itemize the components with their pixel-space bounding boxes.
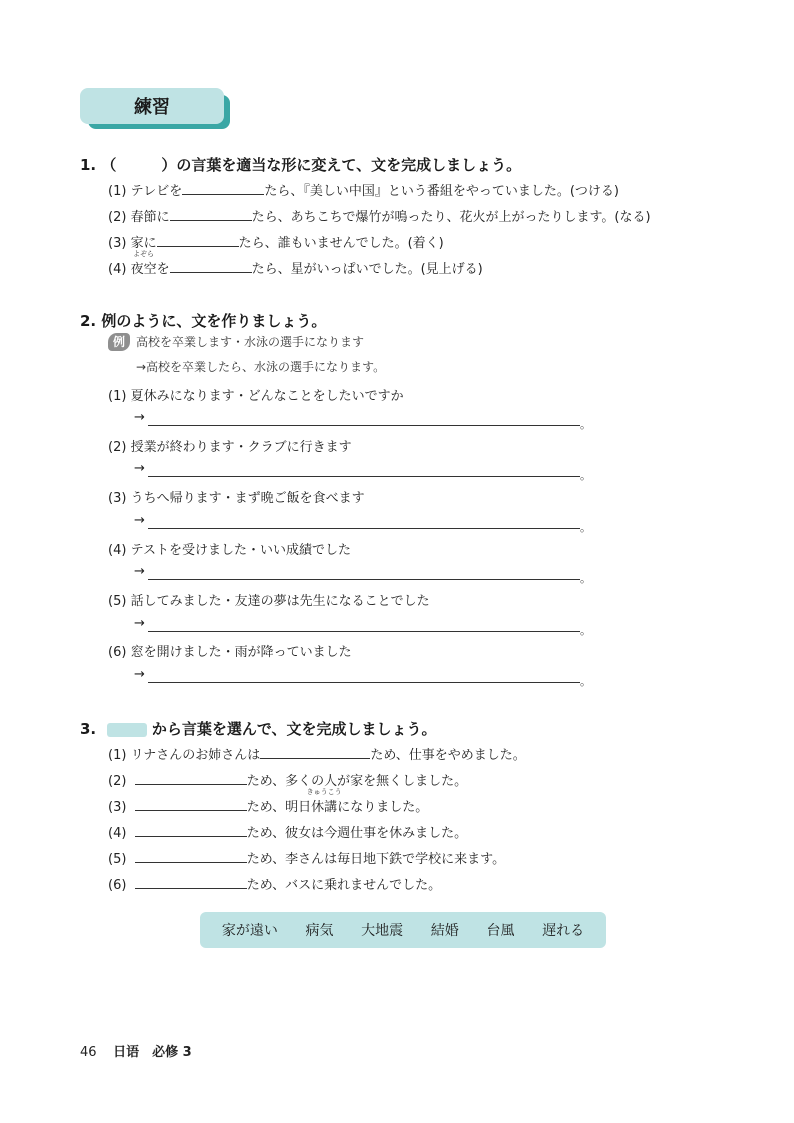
- ruby-kyuukou: [306, 788, 342, 815]
- ruby-text: きゅうこう: [306, 788, 342, 796]
- answer-line-2[interactable]: [148, 476, 580, 477]
- example-badge: 例: [108, 333, 130, 351]
- word-choice: 大地震: [361, 923, 404, 939]
- section1-item-1: [108, 180, 619, 199]
- word-choices-box: [200, 912, 606, 948]
- answer-line-4[interactable]: [148, 579, 580, 580]
- item-text-post: たら、『美しい中国』という番組をやっていました。(つける): [264, 184, 619, 199]
- item-number: (4): [108, 543, 127, 558]
- item-prompt: 授業が終わります・クラブに行きます: [130, 440, 352, 455]
- section1-paren: （ ）: [101, 156, 177, 174]
- item-prompt: うちへ帰ります・まず晩ご飯を食べます: [130, 491, 365, 506]
- section2-item-2: [108, 436, 352, 455]
- item-text-pre: 家に: [130, 236, 157, 251]
- section2-item-6: [108, 641, 352, 660]
- example-line-2: →高校を卒業したら、水泳の選手になります。: [136, 360, 386, 374]
- answer-blank[interactable]: [135, 823, 247, 837]
- arrow-6: →: [134, 667, 145, 682]
- word-choice: 病気: [305, 923, 334, 939]
- item-prompt: 話してみました・友達の夢は先生になることでした: [130, 594, 430, 609]
- section3-instruction: から言葉を選んで、文を完成しましょう。: [151, 720, 437, 738]
- item-text-pre: テレビを: [130, 184, 183, 199]
- ruby-base: 休講: [311, 800, 338, 815]
- word-box-reference: [107, 723, 147, 737]
- item-number: (2): [108, 440, 127, 455]
- item-text-pre: リナさんのお姉さんは: [130, 748, 261, 763]
- answer-blank[interactable]: [170, 259, 252, 273]
- page-number: 46: [80, 1045, 97, 1060]
- item-text-post: たら、星がいっぱいでした。(見上げる): [251, 262, 483, 277]
- answer-line-3[interactable]: [148, 528, 580, 529]
- item-number: (4): [108, 826, 127, 841]
- item-number: (1): [108, 748, 127, 763]
- answer-line-5[interactable]: [148, 631, 580, 632]
- arrow-2: →: [134, 461, 145, 476]
- item-text-post: になりました。: [337, 800, 429, 815]
- example-prompt: 高校を卒業します・水泳の選手になります: [136, 335, 365, 349]
- item-text-post: ため、多くの人が家を無くしました。: [246, 774, 468, 789]
- section3-item-4: [108, 822, 467, 841]
- item-text-post: ため、仕事をやめました。: [370, 748, 526, 763]
- section1-number: 1.: [80, 156, 97, 174]
- item-text-post: たら、誰もいませんでした。(着く): [238, 236, 444, 251]
- item-text-mid: ため、明日: [246, 800, 312, 815]
- answer-line-6[interactable]: [148, 682, 580, 683]
- section3-item-3: [108, 788, 429, 815]
- section2-item-5: [108, 590, 430, 609]
- item-number: (3): [108, 800, 127, 815]
- section1-instruction: の言葉を適当な形に変えて、文を完成しましょう。: [176, 156, 522, 174]
- section3-item-6: [108, 874, 441, 893]
- item-number: (6): [108, 645, 127, 660]
- period-2: 。: [580, 469, 591, 482]
- section3-item-2: [108, 770, 467, 789]
- answer-blank[interactable]: [135, 875, 247, 889]
- item-text-pre: 春節に: [130, 210, 170, 225]
- ruby-base: 夜空: [130, 262, 157, 277]
- arrow-3: →: [134, 513, 145, 528]
- answer-line-1[interactable]: [148, 425, 580, 426]
- item-text-post: たら、あちこちで爆竹が鳴ったり、花火が上がったりします。(なる): [251, 210, 651, 225]
- period-4: 。: [580, 572, 591, 585]
- item-number: (4): [108, 262, 127, 277]
- section2-item-3: [108, 487, 365, 506]
- section1-item-3: [108, 232, 444, 251]
- word-choice: 家が遠い: [221, 923, 278, 939]
- section3-heading: [80, 718, 437, 739]
- page-title: 練習: [80, 88, 224, 124]
- answer-blank[interactable]: [170, 207, 252, 221]
- item-prompt: 夏休みになります・どんなことをしたいですか: [130, 389, 404, 404]
- section3-item-1: [108, 744, 526, 763]
- word-choice: 結婚: [430, 923, 459, 939]
- item-number: (1): [108, 184, 127, 199]
- word-choice: 遅れる: [542, 923, 585, 939]
- section1-item-2: [108, 206, 651, 225]
- arrow-5: →: [134, 616, 145, 631]
- arrow-4: →: [134, 564, 145, 579]
- item-number: (3): [108, 491, 127, 506]
- example-line-1: [108, 333, 364, 351]
- item-number: (3): [108, 236, 127, 251]
- answer-blank[interactable]: [260, 745, 370, 759]
- arrow-1: →: [134, 410, 145, 425]
- answer-blank[interactable]: [182, 181, 264, 195]
- period-3: 。: [580, 521, 591, 534]
- item-prompt: 窓を開けました・雨が降っていました: [130, 645, 352, 660]
- period-6: 。: [580, 675, 591, 688]
- item-number: (5): [108, 852, 127, 867]
- item-number: (5): [108, 594, 127, 609]
- section2-item-1: [108, 385, 404, 404]
- item-number: (2): [108, 210, 127, 225]
- item-number: (6): [108, 878, 127, 893]
- answer-blank[interactable]: [135, 849, 247, 863]
- ruby-yozora: [130, 250, 157, 277]
- answer-blank[interactable]: [157, 233, 239, 247]
- item-text-pre: を: [156, 262, 170, 277]
- answer-blank[interactable]: [135, 797, 247, 811]
- section3-item-5: [108, 848, 505, 867]
- item-text-post: ため、李さんは毎日地下鉄で学校に来ます。: [246, 852, 506, 867]
- book-title: 日语 必修 3: [113, 1045, 192, 1060]
- period-5: 。: [580, 624, 591, 637]
- period-1: 。: [580, 418, 591, 431]
- ruby-text: よぞら: [133, 250, 155, 258]
- section3-number: 3.: [80, 720, 97, 738]
- page-footer: [80, 1041, 192, 1060]
- answer-blank[interactable]: [135, 771, 247, 785]
- section2-heading: 2. 例のように、文を作りましょう。: [80, 312, 327, 330]
- item-text-post: ため、彼女は今週仕事を休みました。: [246, 826, 468, 841]
- item-number: (2): [108, 774, 127, 789]
- section1-item-4: [108, 250, 483, 277]
- item-prompt: テストを受けました・いい成績でした: [130, 543, 352, 558]
- section1-heading: [80, 154, 521, 175]
- section2-item-4: [108, 539, 351, 558]
- item-number: (1): [108, 389, 127, 404]
- item-text-post: ため、バスに乗れませんでした。: [246, 878, 442, 893]
- word-choice: 台風: [486, 923, 515, 939]
